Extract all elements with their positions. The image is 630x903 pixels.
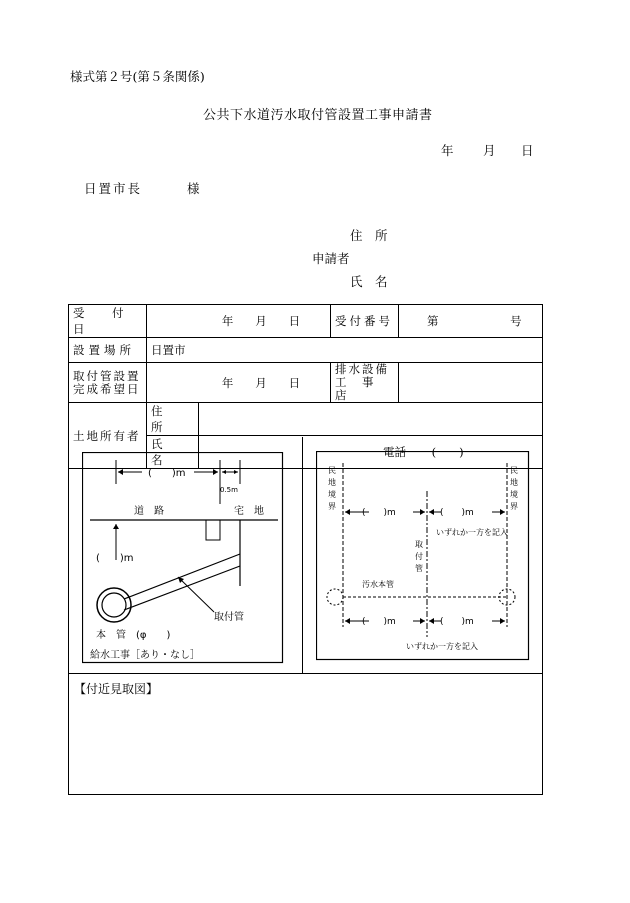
arrowhead-bottom-r1 [429,618,434,624]
received-row [69,305,543,338]
received-day: 日 [288,314,301,328]
boundary-right-1: 民 [510,466,518,475]
number-prefix: 第 [427,314,439,328]
note-top: いずれか一方を記入 [436,528,508,537]
honorific: 様 [187,181,200,196]
sewer-main-text: 汚水本管 [362,580,394,589]
pipe-lower [124,566,240,610]
date-day-label: 日 [521,143,534,158]
boundary-right-2: 地 [510,478,518,487]
right-diagram [316,451,530,661]
road-label: 道 路 [134,506,164,517]
arrowhead-small-right [234,470,238,474]
number-suffix: 号 [510,314,522,328]
document-title: 公共下水道汚水取付管設置工事申請書 [203,108,433,123]
phone-field[interactable]: ( ) [431,445,464,459]
arrowhead-bottom-l2 [420,618,425,624]
arrowhead-top-r2 [500,509,505,515]
boundary-left-3: 境 [328,490,336,499]
dim-top-text: ( )m [148,468,186,479]
diagram-divider [302,437,303,674]
nearby-map-label: 【付近見取図】 [74,682,159,696]
received-year: 年 [221,314,234,328]
drain-label-line1: 排水設備 [335,362,389,376]
location-label: 設置場所 [69,338,147,363]
drain-label-line2: 工 事 店 [335,375,389,402]
pipe-upper [124,554,240,599]
completion-label [69,363,147,403]
arrowhead-left [118,469,123,475]
inspection-box [206,520,220,540]
location-row [69,338,543,363]
dim-small-text: 0.5m [220,486,238,494]
receipt-number-label: 受付番号 [331,305,399,338]
conn-pipe-1: 取 [415,540,423,549]
received-month: 月 [255,314,267,328]
boundary-right-3: 境 [510,490,518,499]
completion-year: 年 [221,375,234,390]
main-pipe-text: 本 管 (φ ) [96,630,171,641]
drain-contractor-label [331,363,399,403]
received-label: 受 付 日 [69,305,147,338]
boundary-left-4: 界 [328,502,336,511]
conn-pipe-3: 管 [415,564,423,573]
owner-address-row [69,403,543,436]
applicant-name-label: 氏 名 [350,274,388,289]
completion-row [69,363,543,403]
dim-left-bottom: ( )m [362,617,396,627]
landowner-label: 土地所有者 [69,403,147,469]
arrowhead-small-left [222,470,226,474]
boundary-right-4: 界 [510,502,518,511]
completion-day: 日 [288,375,301,390]
left-diagram [82,452,284,664]
arrowhead-top-r1 [429,509,434,515]
note-bottom: いずれか一方を記入 [406,642,478,651]
boundary-left-2: 地 [328,478,336,487]
dim-right-top: ( )m [440,508,474,518]
date-year-label: 年 [441,143,454,158]
owner-name-label: 氏 名 [147,436,199,469]
arrowhead-top-l1 [345,509,350,515]
location-field[interactable]: 日置市 [147,338,543,363]
dim-right-bottom: ( )m [440,617,474,627]
owner-address-field[interactable] [199,403,543,436]
connection-pipe-text: 取付管 [214,612,244,623]
owner-address-label: 住 所 [147,403,199,436]
arrowhead-up [113,524,119,529]
arrowhead-top-l2 [420,509,425,515]
completion-label-line1: 取付管設置 [73,368,141,383]
dim-left-top: ( )m [362,508,396,518]
manhole-left [327,589,343,605]
receipt-number-field[interactable] [399,305,543,338]
completion-label-line2: 完成希望日 [73,381,141,396]
conn-pipe-2: 付 [415,552,423,561]
arrowhead-right [213,469,218,475]
received-date-field[interactable] [147,305,331,338]
date-month-label: 月 [483,143,496,158]
completion-date-field[interactable] [147,363,331,403]
addressee: 日置市長 [84,181,143,196]
main-pipe-inner [102,593,126,617]
applicant-label: 申請者 [312,251,350,266]
lot-label: 宅 地 [234,506,264,517]
phone-label: 電話 [383,445,406,459]
completion-month: 月 [255,375,267,390]
water-work-text: 給水工事［あり・なし］ [90,650,200,661]
applicant-address-label: 住 所 [350,228,388,243]
arrowhead-bottom-l1 [345,618,350,624]
depth-text: ( )m [96,553,134,564]
form-number: 様式第２号(第５条関係) [70,69,205,84]
arrowhead-bottom-r2 [500,618,505,624]
boundary-left-1: 民 [328,466,336,475]
drain-contractor-field[interactable] [399,363,543,403]
